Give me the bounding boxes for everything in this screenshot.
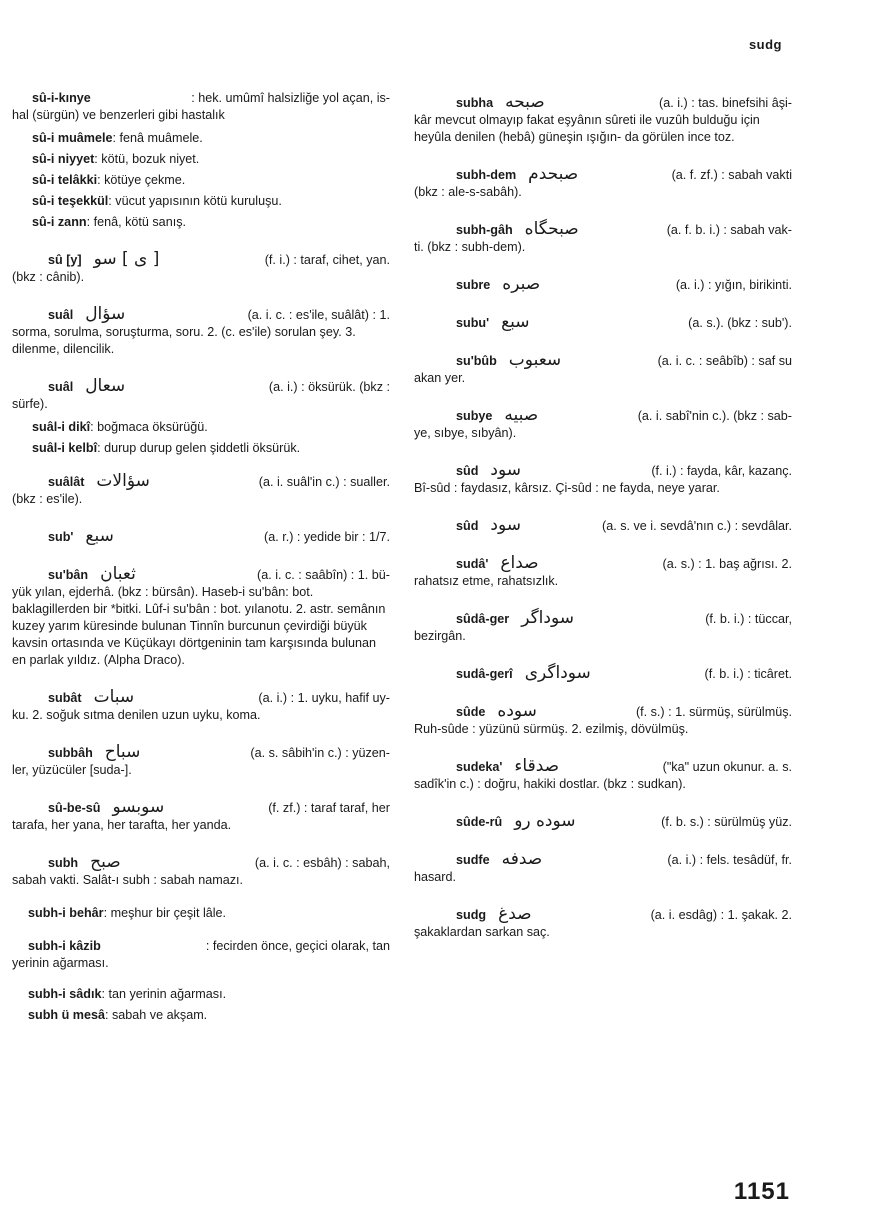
entry-term: suâl: [48, 380, 74, 394]
dictionary-entry: [414, 703, 792, 738]
entry-term: sûde: [456, 705, 486, 719]
entry-definition: (a. i. c. : seâbîb) : saf su: [657, 354, 792, 368]
entry-definition: : kötü, bozuk niyet.: [94, 152, 200, 166]
entry-term: subh: [48, 856, 79, 870]
entry-term: sûd: [456, 464, 479, 478]
arabic-script: صبحگاه: [524, 219, 579, 239]
dictionary-entry: [414, 758, 792, 793]
dictionary-entry: [12, 419, 390, 436]
entry-continuation: ku. 2. soğuk sıtma denilen uzun uyku, koma.: [12, 708, 261, 722]
dictionary-entry: [12, 440, 390, 457]
dictionary-entry: [414, 517, 792, 535]
arabic-script: سود: [490, 460, 521, 480]
entry-definition: (a. r.) : yedide bir : 1/7.: [264, 530, 390, 544]
guide-word: sudg: [748, 37, 782, 52]
entry-definition: (f. s.) : 1. sürmüş, sürülmüş.: [635, 705, 792, 719]
entry-continuation: Bî-sûd : faydasız, kârsız. Çi-sûd : ne fayda, neye yarar.: [414, 481, 720, 495]
entry-continuation: sadîk'in c.) : doğru, hakiki dostlar. (bkz : sudkan).: [414, 777, 686, 791]
entry-definition: : vücut yapısının kötü kuruluşu.: [108, 194, 282, 208]
dictionary-entry: [414, 314, 792, 332]
dictionary-entry: [414, 407, 792, 442]
dictionary-entry: [12, 689, 390, 724]
dictionary-entry: [12, 193, 390, 210]
entry-definition: : fenâ muâmele.: [112, 131, 203, 145]
entry-definition: (a. i.) : yığın, birikinti.: [675, 278, 792, 292]
entry-term: su'bûb: [456, 354, 497, 368]
entry-definition: (f. i.) : taraf, cihet, yan.: [264, 253, 390, 267]
arabic-script: صدقاء: [514, 756, 560, 776]
arabic-script: صبحدم: [528, 164, 579, 184]
dictionary-entry: [12, 799, 390, 834]
entry-definition: : kötüye çekme.: [97, 173, 186, 187]
dictionary-entry: [414, 555, 792, 590]
page-number: 1151: [733, 1178, 790, 1205]
entry-term: sudfe: [456, 853, 490, 867]
dictionary-entry: [12, 90, 390, 124]
entry-term: sû-i muâmele: [32, 131, 113, 145]
dictionary-entry: [12, 214, 390, 231]
right-column: [414, 80, 792, 941]
dictionary-entry: [12, 986, 390, 1003]
arabic-script: صبح: [90, 852, 121, 872]
arabic-script: سود: [490, 515, 521, 535]
dictionary-entry: [12, 378, 390, 413]
entry-term: su'bân: [48, 568, 89, 582]
entry-definition: (a. s.) : 1. baş ağrısı. 2.: [662, 557, 792, 571]
entry-continuation: bezirgân.: [414, 629, 466, 643]
entry-continuation: (bkz : ale-s-sabâh).: [414, 185, 522, 199]
entry-continuation: sorma, sorulma, soruşturma, soru. 2. (c. es'ile) sorulan şey. 3. dilenme, dilencilik.: [12, 325, 356, 356]
entry-definition: : hek. umûmî halsizliğe yol açan, is-: [191, 91, 390, 105]
entry-definition: : fecirden önce, geçici olarak, tan: [205, 939, 390, 953]
arabic-script: ثعبان: [100, 564, 136, 584]
entry-definition: (a. s.). (bkz : sub').: [688, 316, 792, 330]
entry-term: sûdâ-ger: [456, 612, 510, 626]
entry-definition: (a. i. c. : saâbîn) : 1. bü-: [257, 568, 390, 582]
entry-definition: (a. i.) : öksürük. (bkz :: [268, 380, 390, 394]
dictionary-entry: [414, 665, 792, 683]
entry-term: sû-i teşekkül: [32, 194, 109, 208]
arabic-script: سوداگری: [524, 663, 591, 683]
arabic-script: سوده رو: [514, 811, 576, 831]
entry-continuation: akan yer.: [414, 371, 466, 385]
dictionary-entry: [414, 221, 792, 256]
entry-term: sudeka': [456, 760, 503, 774]
arabic-script: [ ی ] سو: [93, 249, 160, 269]
dictionary-entry: [414, 813, 792, 831]
dictionary-entry: [12, 130, 390, 147]
dictionary-entry: [414, 94, 792, 146]
entry-term: sû-i niyyet: [32, 152, 95, 166]
entry-continuation: ti. (bkz : subh-dem).: [414, 240, 526, 254]
dictionary-entry: [12, 306, 390, 358]
dictionary-entry: [12, 938, 390, 972]
entry-term: sudâ-gerî: [456, 667, 513, 681]
entry-continuation: şakaklardan sarkan saç.: [414, 925, 550, 939]
entry-term: subha: [456, 96, 494, 110]
dictionary-entry: [12, 172, 390, 189]
entry-definition: (a. i. c. : esbâh) : sabah,: [254, 856, 390, 870]
dictionary-entry: [414, 462, 792, 497]
arabic-script: سعبوب: [508, 350, 562, 370]
entry-continuation: (bkz : es'ile).: [12, 492, 83, 506]
entry-continuation: hasard.: [414, 870, 457, 884]
left-column: [12, 80, 390, 1024]
dictionary-entry: [12, 528, 390, 546]
dictionary-entry: [414, 352, 792, 387]
entry-definition: : boğmaca öksürüğü.: [90, 420, 208, 434]
entry-definition: (a. i. c. : es'ile, suâlât) : 1.: [247, 308, 390, 322]
entry-definition: : tan yerinin ağarması.: [101, 987, 227, 1001]
entry-term: sûd: [456, 519, 479, 533]
entry-definition: (a. i.) : fels. tesâdüf, fr.: [667, 853, 792, 867]
dictionary-entry: [12, 566, 390, 669]
entry-term: suâl: [48, 308, 74, 322]
entry-term: subh-i kâzib: [28, 939, 101, 953]
entry-definition: : meşhur bir çeşit lâle.: [103, 906, 227, 920]
entry-term: suâl-i dikî: [32, 420, 91, 434]
entry-definition: (a. i. sabî'nin c.). (bkz : sab-: [637, 409, 792, 423]
entry-definition: (a. s. ve i. sevdâ'nın c.) : sevdâlar.: [602, 519, 792, 533]
entry-continuation: yük yılan, ejderhâ. (bkz : bürsân). Haseb-i su'bân: bot. baklagillerden bir *bitki. Lûf-i su'bân : bot. yılanotu. 2. astr. semânın kuzey yarım küresinde bulunan Tinnîn burcunun çevirdiği büyük kavsin ortasında ve Küçükayı dörtgeninin tam karşısında bulunan en parlak yıldız. (Alpha Draco).: [12, 585, 386, 667]
arabic-script: سبات: [93, 687, 135, 707]
entry-definition: : fenâ, kötü sanış.: [86, 215, 186, 229]
entry-term: suâlât: [48, 475, 85, 489]
arabic-script: صداع: [500, 553, 539, 573]
entry-definition: (f. b. i.) : ticâret.: [704, 667, 792, 681]
arabic-script: سباح: [104, 742, 141, 762]
arabic-script: صبیه: [504, 405, 539, 425]
entry-term: subât: [48, 691, 82, 705]
entry-definition: : durup durup gelen şiddetli öksürük.: [97, 441, 301, 455]
dictionary-entry: [414, 610, 792, 645]
entry-continuation: (bkz : cânib).: [12, 270, 85, 284]
arabic-script: سؤال: [85, 304, 126, 324]
entry-definition: (a. f. zf.) : sabah vakti: [671, 168, 792, 182]
entry-continuation: Ruh-sûde : yüzünü sürmüş. 2. ezilmiş, dövülmüş.: [414, 722, 689, 736]
entry-definition: (f. zf.) : taraf taraf, her: [268, 801, 390, 815]
entry-term: sû-be-sû: [48, 801, 101, 815]
entry-definition: (f. b. s.) : sürülmüş yüz.: [661, 815, 792, 829]
entry-continuation: ye, sıbye, sıbyân).: [414, 426, 517, 440]
dictionary-entry: [12, 744, 390, 779]
entry-term: subye: [456, 409, 493, 423]
dictionary-entry: [12, 473, 390, 508]
arabic-script: صدفه: [501, 849, 543, 869]
entry-term: sû-i-kınye: [32, 91, 91, 105]
entry-term: sudg: [456, 908, 487, 922]
arabic-script: سبع: [501, 312, 530, 332]
entry-continuation: hal (sürgün) ve benzerleri gibi hastalık: [12, 108, 225, 122]
entry-term: subre: [456, 278, 491, 292]
entry-definition: (a. f. b. i.) : sabah vak-: [666, 223, 792, 237]
entry-term: sû-i zann: [32, 215, 87, 229]
entry-term: subh-gâh: [456, 223, 513, 237]
dictionary-entry: [12, 1007, 390, 1024]
entry-term: subh-dem: [456, 168, 517, 182]
arabic-script: صبحه: [505, 92, 545, 112]
entry-continuation: yerinin ağarması.: [12, 956, 109, 970]
entry-continuation: sürfe).: [12, 397, 48, 411]
entry-definition: ("ka" uzun okunur. a. s.: [662, 760, 792, 774]
entry-term: subh-i behâr: [28, 906, 104, 920]
arabic-script: سوده: [497, 701, 537, 721]
dictionary-entry: [12, 151, 390, 168]
entry-continuation: kâr mevcut olmayıp fakat eşyânın sûreti ile vuzûh bulduğu için heyûla denilen (hebâ) güneşin ışığın- da görülen ince toz.: [414, 113, 760, 144]
arabic-script: صبره: [502, 274, 541, 294]
dictionary-entry: [12, 251, 390, 286]
entry-term: sû-i telâkki: [32, 173, 98, 187]
entry-term: subu': [456, 316, 490, 330]
dictionary-entry: [414, 276, 792, 294]
entry-definition: (a. i. suâl'in c.) : sualler.: [258, 475, 390, 489]
dictionary-entry: [414, 166, 792, 201]
dictionary-entry: [12, 854, 390, 889]
entry-continuation: tarafa, her yana, her tarafta, her yanda.: [12, 818, 232, 832]
entry-term: sû [y]: [48, 253, 82, 267]
entry-definition: (a. i. esdâg) : 1. şakak. 2.: [650, 908, 792, 922]
dictionary-entry: [414, 851, 792, 886]
entry-definition: (a. i.) : 1. uyku, hafif uy-: [258, 691, 390, 705]
entry-term: subbâh: [48, 746, 93, 760]
entry-definition: : sabah ve akşam.: [104, 1008, 208, 1022]
entry-term: sûde-rû: [456, 815, 503, 829]
entry-term: subh-i sâdık: [28, 987, 102, 1001]
entry-term: sub': [48, 530, 74, 544]
arabic-script: سوداگر: [521, 608, 574, 628]
arabic-script: سؤالات: [96, 471, 150, 491]
entry-continuation: sabah vakti. Salât-ı subh : sabah namazı.: [12, 873, 244, 887]
entry-definition: (f. b. i.) : tüccar,: [705, 612, 792, 626]
entry-definition: (f. i.) : fayda, kâr, kazanç.: [651, 464, 792, 478]
entry-term: sudâ': [456, 557, 489, 571]
arabic-script: صدغ: [498, 904, 532, 924]
arabic-script: سعال: [85, 376, 126, 396]
arabic-script: سبع: [85, 526, 114, 546]
dictionary-entry: [414, 906, 792, 941]
arabic-script: سوبسو: [112, 797, 165, 817]
entry-definition: (a. s. sâbih'in c.) : yüzen-: [250, 746, 390, 760]
entry-term: suâl-i kelbî: [32, 441, 98, 455]
entry-term: subh ü mesâ: [28, 1008, 105, 1022]
dictionary-entry: [12, 905, 390, 922]
entry-continuation: rahatsız etme, rahatsızlık.: [414, 574, 559, 588]
entry-continuation: ler, yüzücüler [suda-].: [12, 763, 132, 777]
entry-definition: (a. i.) : tas. binefsihi âşi-: [659, 96, 792, 110]
